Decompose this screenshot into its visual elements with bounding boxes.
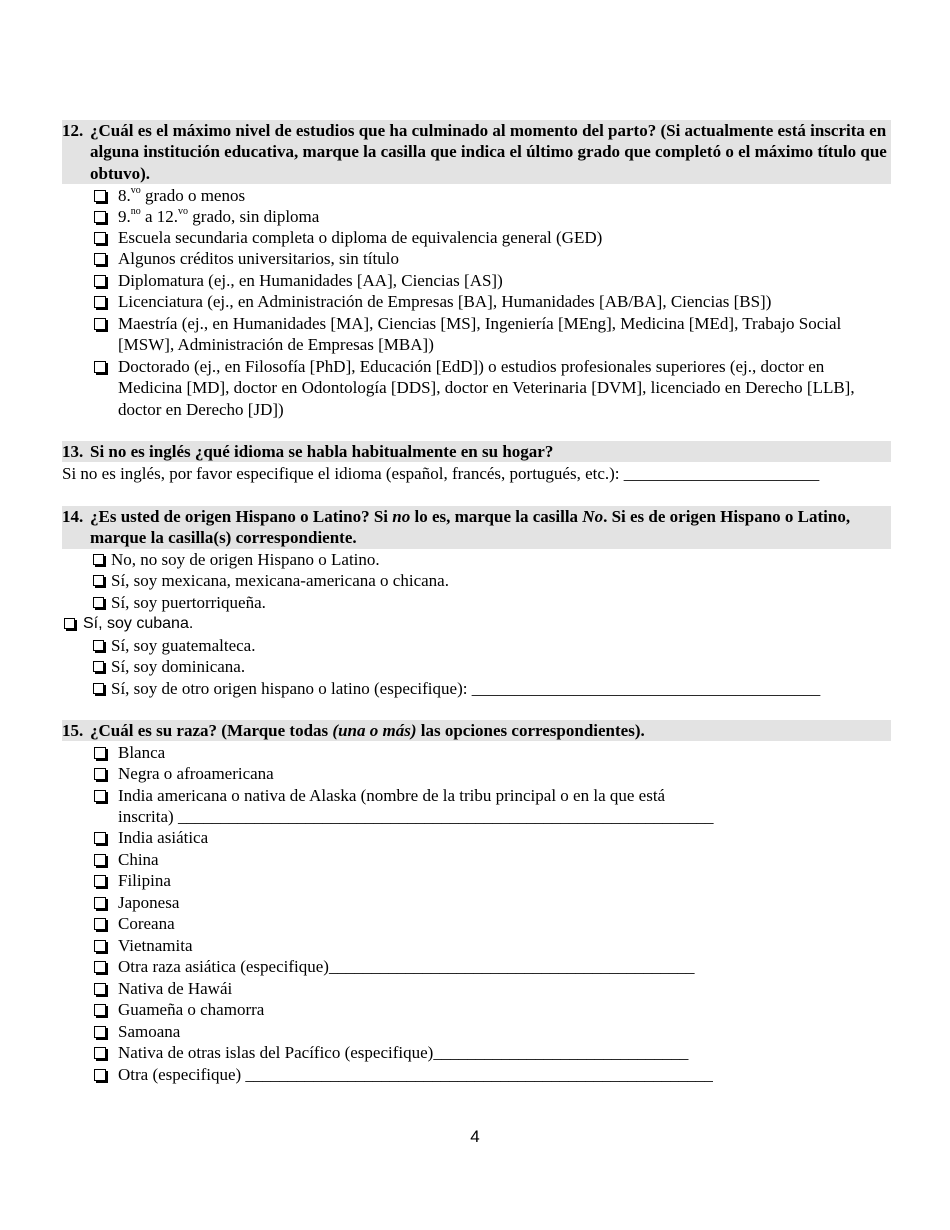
checkbox[interactable] bbox=[64, 618, 75, 629]
option-label: Sí, soy cubana. bbox=[83, 615, 194, 632]
option-label: Algunos créditos universitarios, sin título bbox=[118, 249, 399, 268]
option-label: Sí, soy de otro origen hispano o latino (especifique): _________________________________________ bbox=[111, 679, 821, 698]
option-label: India asiática bbox=[118, 828, 209, 847]
option-label: Vietnamita bbox=[118, 936, 193, 955]
option-label: Samoana bbox=[118, 1022, 181, 1041]
question-text: Si no es inglés ¿qué idioma se habla habitualmente en su hogar? bbox=[90, 442, 554, 461]
option-label: No, no soy de origen Hispano o Latino. bbox=[111, 550, 380, 569]
checkbox[interactable] bbox=[94, 768, 106, 780]
checkbox[interactable] bbox=[94, 318, 106, 330]
checkbox[interactable] bbox=[94, 232, 106, 244]
option-label[interactable]: Otra raza asiática (especifique)___________________________________________ bbox=[118, 957, 695, 976]
checkbox[interactable] bbox=[94, 1069, 106, 1081]
option-label: Sí, soy puertorriqueña. bbox=[111, 593, 266, 612]
question-14-header bbox=[62, 506, 891, 549]
option-label: 8.$^{vo}$ grado o menos bbox=[118, 185, 246, 205]
option-label: Maestría (ej., en Humanidades [MA], Ciencias [MS], Ingeniería [MEng], Medicina [MEd], Trabajo Social [MSW], Administración de Empresas [MBA]) bbox=[118, 314, 842, 355]
option-label: 9.$^{no}$ a 12.$^{vo}$ grado, sin diploma bbox=[118, 206, 320, 226]
checkbox[interactable] bbox=[94, 940, 106, 952]
option-label-continued[interactable]: inscrita) _______________________________________________________________ bbox=[118, 807, 714, 826]
checkbox[interactable] bbox=[93, 554, 104, 565]
question-number: 13. bbox=[62, 442, 84, 461]
checkbox[interactable] bbox=[94, 275, 106, 287]
option-label: Japonesa bbox=[118, 893, 180, 912]
question-15-header bbox=[62, 720, 891, 741]
checkbox[interactable] bbox=[94, 790, 106, 802]
checkbox[interactable] bbox=[94, 1047, 106, 1059]
question-number: 12. bbox=[62, 121, 84, 140]
question-number: 14. bbox=[62, 507, 84, 526]
checkbox[interactable] bbox=[94, 190, 106, 202]
checkbox[interactable] bbox=[93, 661, 104, 672]
option-label: China bbox=[118, 850, 159, 869]
option-label: Coreana bbox=[118, 914, 175, 933]
option-label: Negra o afroamericana bbox=[118, 764, 274, 783]
option-label: Licenciatura (ej., en Administración de Empresas [BA], Humanidades [AB/BA], Ciencias [BS]) bbox=[118, 292, 772, 311]
checkbox[interactable] bbox=[94, 253, 106, 265]
checkbox[interactable] bbox=[94, 875, 106, 887]
option-label: Diplomatura (ej., en Humanidades [AA], Ciencias [AS]) bbox=[118, 271, 503, 290]
checkbox[interactable] bbox=[94, 1004, 106, 1016]
checkbox[interactable] bbox=[93, 575, 104, 586]
option-label: Escuela secundaria completa o diploma de equivalencia general (GED) bbox=[118, 228, 603, 247]
checkbox[interactable] bbox=[94, 1026, 106, 1038]
checkbox[interactable] bbox=[94, 854, 106, 866]
language-specify-field[interactable]: Si no es inglés, por favor especifique el idioma (español, francés, portugués, etc.): _______________________ bbox=[62, 464, 820, 483]
checkbox[interactable] bbox=[94, 361, 106, 373]
checkbox[interactable] bbox=[94, 832, 106, 844]
option-label: Filipina bbox=[118, 871, 171, 890]
option-label: Blanca bbox=[118, 743, 166, 762]
checkbox[interactable] bbox=[94, 747, 106, 759]
page-number: 4 bbox=[470, 1127, 480, 1146]
checkbox[interactable] bbox=[94, 918, 106, 930]
checkbox[interactable] bbox=[94, 211, 106, 223]
checkbox[interactable] bbox=[94, 961, 106, 973]
question-text: ¿Cuál es su raza? (Marque todas (una o más) las opciones correspondientes). bbox=[90, 721, 645, 740]
option-label: Sí, soy dominicana. bbox=[111, 657, 246, 676]
option-label[interactable]: Nativa de otras islas del Pacífico (especifique)______________________________ bbox=[118, 1043, 689, 1062]
checkbox[interactable] bbox=[93, 683, 104, 694]
question-12-header bbox=[62, 120, 891, 184]
option-label[interactable]: Otra (especifique) _______________________________________________________ bbox=[118, 1065, 713, 1084]
checkbox[interactable] bbox=[94, 897, 106, 909]
option-label: Nativa de Hawái bbox=[118, 979, 233, 998]
option-label: India americana o nativa de Alaska (nombre de la tribu principal o en la que está bbox=[118, 786, 666, 805]
checkbox[interactable] bbox=[94, 983, 106, 995]
checkbox[interactable] bbox=[94, 296, 106, 308]
question-13-header bbox=[62, 441, 891, 462]
option-label: Guameña o chamorra bbox=[118, 1000, 265, 1019]
question-number: 15. bbox=[62, 721, 84, 740]
checkbox[interactable] bbox=[93, 597, 104, 608]
option-label: Sí, soy guatemalteca. bbox=[111, 636, 256, 655]
question-text: ¿Cuál es el máximo nivel de estudios que ha culminado al momento del parto? (Si actualmente está inscrita en alguna institución educativa, marque la casilla que indica el último grado que completó o el máximo título que obtuvo). bbox=[90, 121, 887, 183]
option-label: Doctorado (ej., en Filosofía [PhD], Educación [EdD]) o estudios profesionales superiores (ej., doctor en Medicina [MD], doctor en Odontología [DDS], doctor en Veterinaria [DVM], licenciado en Derecho [LLB], doctor en Derecho [JD]) bbox=[118, 357, 855, 419]
checkbox[interactable] bbox=[93, 640, 104, 651]
option-label: Sí, soy mexicana, mexicana-americana o chicana. bbox=[111, 571, 449, 590]
question-text: ¿Es usted de origen Hispano o Latino? Si no lo es, marque la casilla No. Si es de origen Hispano o Latino, marque la casilla(s) correspondiente. bbox=[90, 507, 851, 548]
